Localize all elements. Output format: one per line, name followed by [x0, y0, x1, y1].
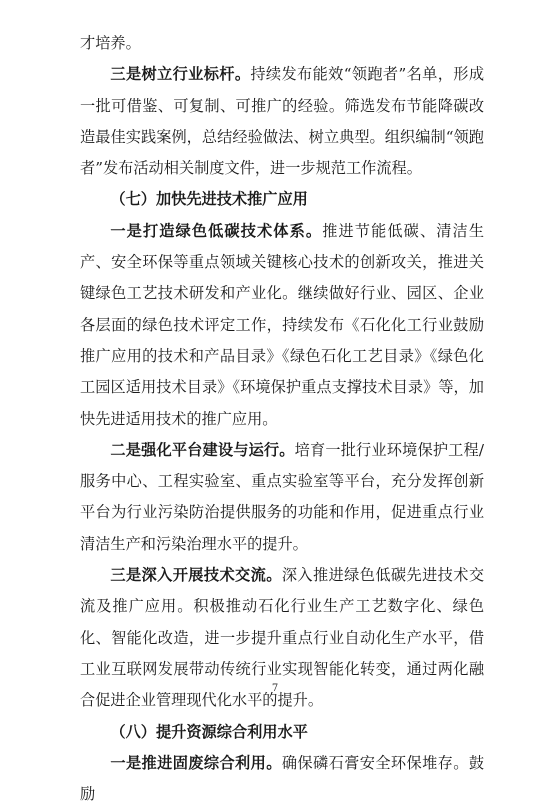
paragraph-text: 持续发布能效“领跑者”名单，形成一批可借鉴、可复制、可推广的经验。筛选发布节能降碳改造最佳实践案例，总结经验做法、树立典型。组织编制“领跑者”发布活动相关制度文件，进一步规范工作流程。	[80, 65, 485, 178]
paragraph-lead: 三是树立行业标杆。	[110, 65, 251, 84]
section-heading-8: （八）提升资源综合利用水平	[110, 722, 308, 741]
paragraph-text: 深入推进绿色低碳先进技术交流及推广应用。积极推动石化行业生产工艺数字化、绿色化、智能化改造，进一步提升重点行业自动化生产水平，借工业互联网发展带动传统行业实现智能化转变，通过两化融合促进企业管理现代化水平的提升。	[80, 566, 485, 710]
paragraph-lead: 三是深入开展技术交流。	[110, 566, 282, 585]
paragraph-lead: 一是推进固废综合利用。	[110, 753, 282, 772]
section-heading-7: （七）加快先进技术推广应用	[110, 190, 308, 209]
paragraph-platform-building	[80, 435, 484, 560]
paragraph-text: 培育一批行业环境保护工程/服务中心、工程实验室、重点实验室等平台，充分发挥创新平台为行业污染防治提供服务的功能和作用，促进重点行业清洁生产和污染治理水平的提升。	[80, 440, 484, 553]
paragraph-solid-waste	[80, 748, 484, 810]
paragraph-set-benchmarks	[80, 59, 484, 184]
paragraph-lead: 一是打造绿色低碳技术体系。	[110, 221, 323, 240]
page-number: 7	[271, 683, 279, 694]
paragraph-text: 确保磷石膏安全环保堆存。鼓励	[80, 753, 485, 804]
paragraph-text: 推进节能低碳、清洁生产、安全环保等重点领域关键核心技术的创新攻关，推进关键绿色工艺技术研发和产业化。继续做好行业、园区、企业各层面的绿色技术评定工作，持续发布《石化化工行业鼓励推广应用的技术和产品目录》《绿色石化工艺目录》《绿色化工园区适用技术目录》《环境保护重点支撑技术目录》等，加快先进适用技术的推广应用。	[80, 221, 485, 428]
paragraph-lead: 二是强化平台建设与运行。	[110, 440, 295, 459]
paragraph-green-tech-system	[80, 216, 484, 435]
paragraph-continuation	[80, 28, 484, 59]
paragraph-text: 才培养。	[80, 34, 141, 52]
